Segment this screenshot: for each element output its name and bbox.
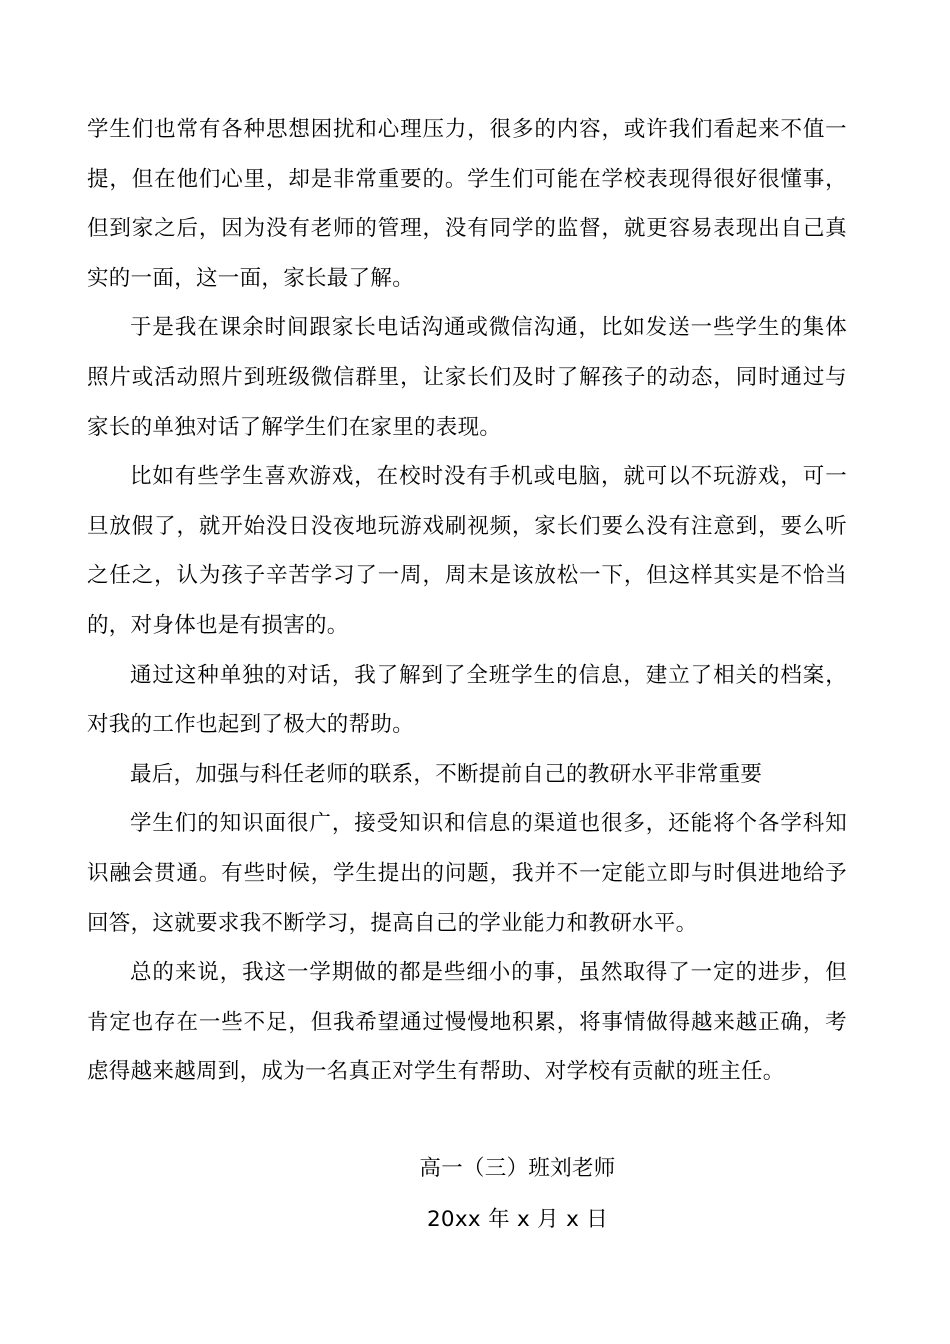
- section-heading: 最后，加强与科任老师的联系，不断提前自己的教研水平非常重要: [130, 761, 763, 787]
- document-body: [87, 105, 847, 1097]
- paragraph: 通过这种单独的对话，我了解到了全班学生的信息，建立了相关的档案，对我的工作也起到了极大的帮助。: [87, 662, 847, 738]
- paragraph: 总的来说，我这一学期做的都是些细小的事，虽然取得了一定的进步，但肯定也存在一些不足，但我希望通过慢慢地积累，将事情做得越来越正确，考虑得越来越周到，成为一名真正对学生有帮助、对学校有贡献的班主任。: [87, 960, 847, 1085]
- paragraph: 学生们的知识面很广，接受知识和信息的渠道也很多，还能将个各学科知识融会贯通。有些时候，学生提出的问题，我并不一定能立即与时俱进地给予回答，这就要求我不断学习，提高自己的学业能力和教研水平。: [87, 811, 847, 936]
- paragraph: 比如有些学生喜欢游戏，在校时没有手机或电脑，就可以不玩游戏，可一旦放假了，就开始没日没夜地玩游戏刷视频，家长们要么没有注意到，要么听之任之，认为孩子辛苦学习了一周，周末是该放松一下，但这样其实是不恰当的，对身体也是有损害的。: [87, 464, 847, 638]
- paragraph: 于是我在课余时间跟家长电话沟通或微信沟通，比如发送一些学生的集体照片或活动照片到班级微信群里，让家长们及时了解孩子的动态，同时通过与家长的单独对话了解学生们在家里的表现。: [87, 315, 847, 440]
- signature-name: 高一（三）班刘老师: [419, 1156, 616, 1181]
- signature-date: 20xx 年 x 月 x 日: [426, 1207, 609, 1232]
- paragraph: 学生们也常有各种思想困扰和心理压力，很多的内容，或许我们看起来不值一提，但在他们心里，却是非常重要的。学生们可能在学校表现得很好很懂事，但到家之后，因为没有老师的管理，没有同学的监督，就更容易表现出自己真实的一面，这一面，家长最了解。: [87, 117, 847, 291]
